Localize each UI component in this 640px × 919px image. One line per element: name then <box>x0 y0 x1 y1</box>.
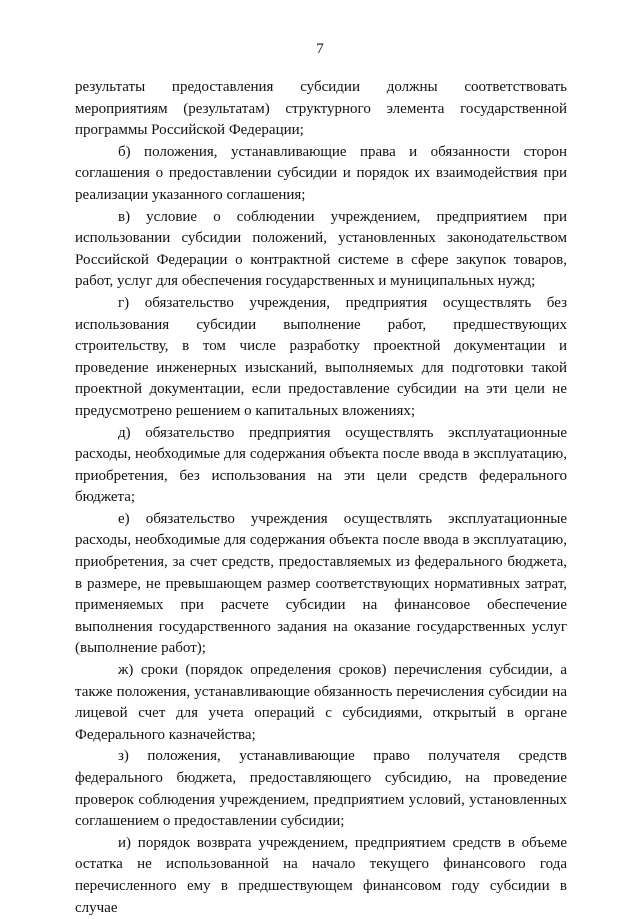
paragraph-b: б) положения, устанавливающие права и обязанности сторон соглашения о предоставлении субсидии и порядок их взаимодействия при реализации указанного соглашения; <box>75 143 567 203</box>
paragraph-v: в) условие о соблюдении учреждением, предприятием при использовании субсидии положений, установленных законодательством Российской Федерации о контрактной системе в сфере закупок товаров, работ, услуг для обеспечения государственных и муниципальных нужд; <box>75 208 567 290</box>
paragraph-z: з) положения, устанавливающие право получателя средств федерального бюджета, предоставляющего субсидию, на проведение проверок соблюдения учреждением, предприятием условий, установленных соглашением о предоставлении субсидии; <box>75 748 567 830</box>
paragraph-i: и) порядок возврата учреждением, предприятием средств в объеме остатка не использованной на начало текущего финансового года перечисленного ему в предшествующем финансовом году субсидии в случае <box>75 834 567 916</box>
document-body <box>75 77 567 919</box>
paragraph-results-continuation: результаты предоставления субсидии должны соответствовать мероприятиям (результатам) структурного элемента государственной программы Российской Федерации; <box>75 79 567 139</box>
paragraph-d: д) обязательство предприятия осуществлять эксплуатационные расходы, необходимые для содержания объекта после ввода в эксплуатацию, приобретения, без использования на эти цели средств федерального бюджета; <box>75 424 567 506</box>
paragraph-g: г) обязательство учреждения, предприятия осуществлять без использования субсидии выполнение работ, предшествующих строительству, в том числе разработку проектной документации и проведение инженерных изысканий, выполняемых для подготовки такой проектной документации, если предоставление субсидии на эти цели не предусмотрено решением о капитальных вложениях; <box>75 294 567 419</box>
paragraph-zh: ж) сроки (порядок определения сроков) перечисления субсидии, а также положения, устанавливающие обязанность перечисления субсидии на лицевой счет для учета операций с субсидиями, открытый в органе Федерального казначейства; <box>75 662 567 743</box>
paragraph-e: е) обязательство учреждения осуществлять эксплуатационные расходы, необходимые для содержания объекта после ввода в эксплуатацию, приобретения, за счет средств, предоставляемых из федерального бюджета, в размере, не превышающем размер соответствующих нормативных затрат, применяемых при расчете субсидии на финансовое обеспечение выполнения государственного задания на оказание государственных услуг (выполнение работ); <box>75 510 567 657</box>
page-number: 7 <box>316 41 324 57</box>
